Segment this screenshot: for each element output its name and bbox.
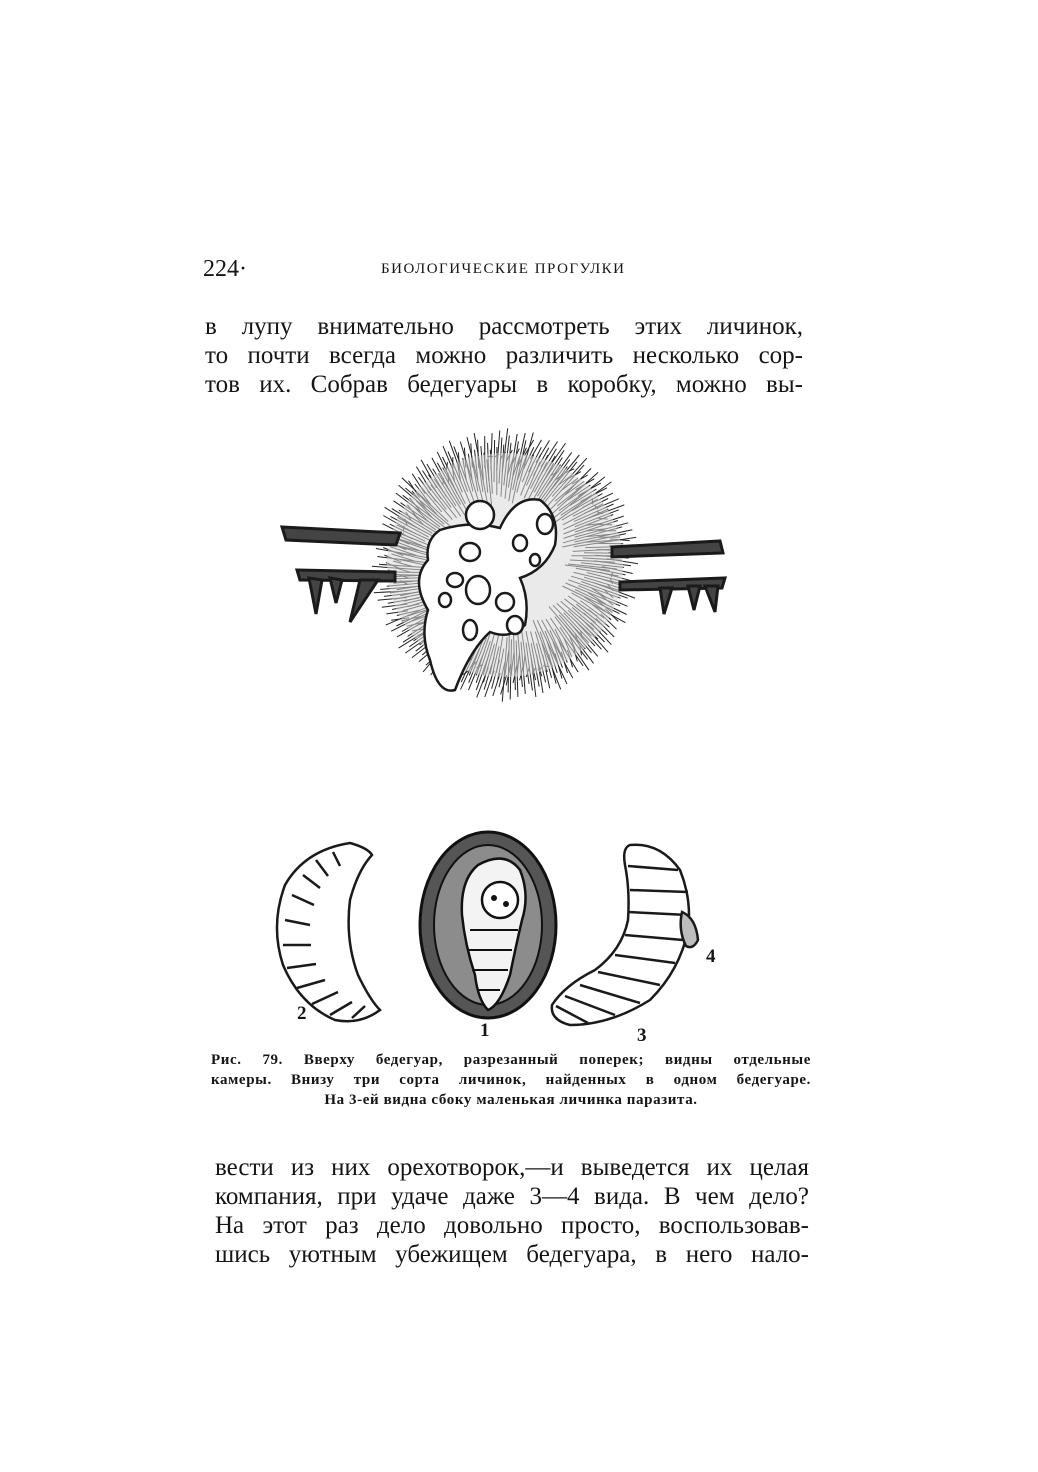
caption-line: На 3-ей видна сбоку маленькая личинка паразита.	[324, 1092, 698, 1108]
larva-label-2: 2	[297, 1003, 307, 1024]
larva-3-drawing	[552, 845, 698, 1025]
caption-line: камеры. Внизу три сорта личинок, найденных в одном бедегуаре.	[211, 1072, 811, 1088]
paragraph-bottom	[215, 1153, 809, 1269]
parasite-label-4: 4	[706, 946, 716, 967]
text-line: На этот раз дело довольно просто, воспользовав-	[215, 1212, 809, 1239]
parasite-larva-4	[681, 912, 698, 947]
text-line: компания, при удаче даже 3—4 вида. В чем дело?	[215, 1183, 809, 1210]
larva-label-1: 1	[480, 1020, 490, 1041]
larva-2-drawing	[277, 843, 380, 1021]
text-line: вести из них орехотворок,—и выведется их целая	[215, 1154, 809, 1181]
larva-label-3: 3	[637, 1025, 647, 1046]
page-number: 224·	[203, 256, 247, 282]
figure-caption	[211, 1050, 811, 1110]
running-title: БИОЛОГИЧЕСКИЕ ПРОГУЛКИ	[381, 261, 626, 277]
text-line: то почти всегда можно различить несколько сор-	[205, 342, 803, 369]
text-line: тов их. Собрав бедегуары в коробку, можно вы-	[205, 371, 803, 398]
text-line: шись уютным убежищем бедегуара, в него нало-	[215, 1241, 809, 1268]
caption-line: Рис. 79. Вверху бедегуар, разрезанный поперек; видны отдельные	[211, 1052, 811, 1068]
text-line: в лупу внимательно рассмотреть этих личинок,	[205, 313, 803, 340]
bedeguar-gall-drawing	[282, 428, 725, 701]
larva-1-drawing	[420, 832, 556, 1018]
